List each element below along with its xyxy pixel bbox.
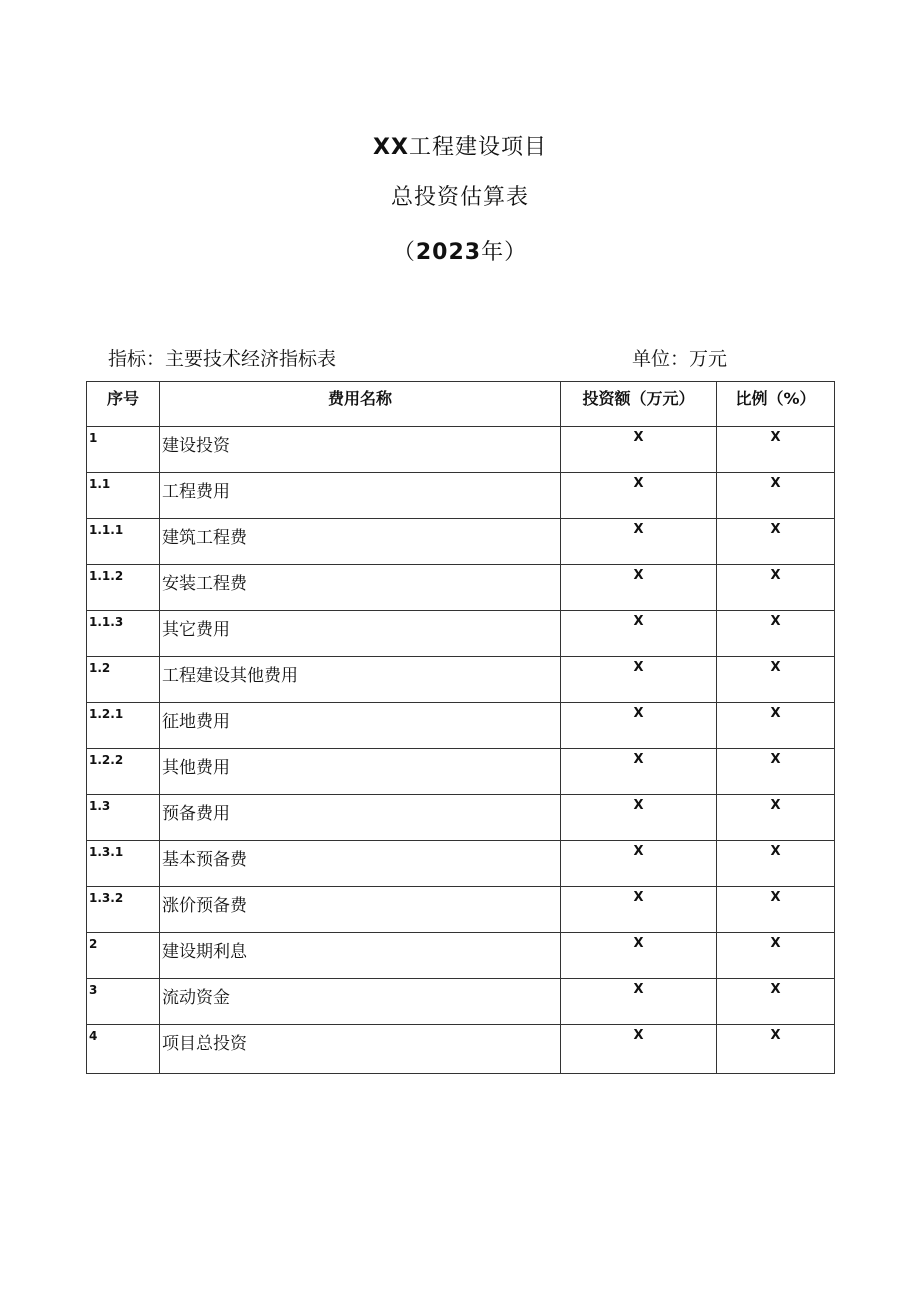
row-amount: X [561, 565, 717, 611]
header-serial: 序号 [87, 382, 160, 427]
header-cost-name: 费用名称 [160, 382, 561, 427]
row-amount: X [561, 887, 717, 933]
row-serial: 3 [87, 979, 160, 1025]
unit-label: 单位：万元 [632, 348, 728, 370]
row-ratio: X [717, 657, 835, 703]
row-serial: 1.1.1 [87, 519, 160, 565]
document-subtitle: 总投资估算表 [390, 185, 529, 210]
table-row [87, 887, 835, 933]
year-value: 2023 [415, 240, 482, 265]
row-ratio: X [717, 979, 835, 1025]
table-row [87, 1025, 835, 1074]
row-serial: 1.1 [87, 473, 160, 519]
table-row [87, 933, 835, 979]
row-cost-name: 预备费用 [160, 795, 561, 841]
row-cost-name: 其他费用 [160, 749, 561, 795]
row-amount: X [561, 519, 717, 565]
row-amount: X [561, 933, 717, 979]
table-row [87, 519, 835, 565]
row-amount: X [561, 611, 717, 657]
table-row [87, 611, 835, 657]
row-cost-name: 流动资金 [160, 979, 561, 1025]
year-suffix: 年） [481, 240, 528, 265]
row-cost-name: 建设投资 [160, 427, 561, 473]
row-serial: 1.3.1 [87, 841, 160, 887]
investment-estimate-table [86, 381, 835, 1074]
row-cost-name: 工程费用 [160, 473, 561, 519]
row-cost-name: 征地费用 [160, 703, 561, 749]
row-ratio: X [717, 427, 835, 473]
row-amount: X [561, 473, 717, 519]
row-serial: 1.3.2 [87, 887, 160, 933]
title-main: 工程建设项目 [408, 135, 547, 160]
row-ratio: X [717, 887, 835, 933]
row-amount: X [561, 749, 717, 795]
row-serial: 4 [87, 1025, 160, 1074]
row-ratio: X [717, 1025, 835, 1074]
table-row [87, 795, 835, 841]
row-serial: 1.1.3 [87, 611, 160, 657]
row-amount: X [561, 795, 717, 841]
row-amount: X [561, 427, 717, 473]
row-amount: X [561, 703, 717, 749]
row-ratio: X [717, 749, 835, 795]
indicator-label: 指标：主要技术经济指标表 [108, 348, 337, 370]
row-serial: 1.1.2 [87, 565, 160, 611]
row-serial: 2 [87, 933, 160, 979]
row-serial: 1.2.1 [87, 703, 160, 749]
row-serial: 1.3 [87, 795, 160, 841]
table-header-row [87, 382, 835, 427]
row-ratio: X [717, 795, 835, 841]
row-cost-name: 工程建设其他费用 [160, 657, 561, 703]
row-cost-name: 项目总投资 [160, 1025, 561, 1074]
table-row [87, 749, 835, 795]
table-row [87, 703, 835, 749]
row-ratio: X [717, 473, 835, 519]
table-row [87, 841, 835, 887]
row-ratio: X [717, 519, 835, 565]
row-serial: 1 [87, 427, 160, 473]
row-amount: X [561, 841, 717, 887]
row-cost-name: 其它费用 [160, 611, 561, 657]
row-ratio: X [717, 565, 835, 611]
row-amount: X [561, 979, 717, 1025]
row-cost-name: 安装工程费 [160, 565, 561, 611]
header-ratio: 比例（%） [717, 382, 835, 427]
document-title [0, 130, 920, 161]
table-row [87, 565, 835, 611]
table-row [87, 427, 835, 473]
row-ratio: X [717, 933, 835, 979]
document-year [0, 235, 920, 266]
year-open-paren: （ [392, 240, 416, 265]
row-cost-name: 基本预备费 [160, 841, 561, 887]
title-prefix: XX [373, 135, 409, 160]
table-row [87, 657, 835, 703]
row-cost-name: 建筑工程费 [160, 519, 561, 565]
header-amount: 投资额（万元） [561, 382, 717, 427]
table-row [87, 979, 835, 1025]
row-ratio: X [717, 611, 835, 657]
row-amount: X [561, 657, 717, 703]
row-serial: 1.2 [87, 657, 160, 703]
row-ratio: X [717, 703, 835, 749]
row-ratio: X [717, 841, 835, 887]
row-cost-name: 涨价预备费 [160, 887, 561, 933]
row-amount: X [561, 1025, 717, 1074]
table-row [87, 473, 835, 519]
row-cost-name: 建设期利息 [160, 933, 561, 979]
row-serial: 1.2.2 [87, 749, 160, 795]
